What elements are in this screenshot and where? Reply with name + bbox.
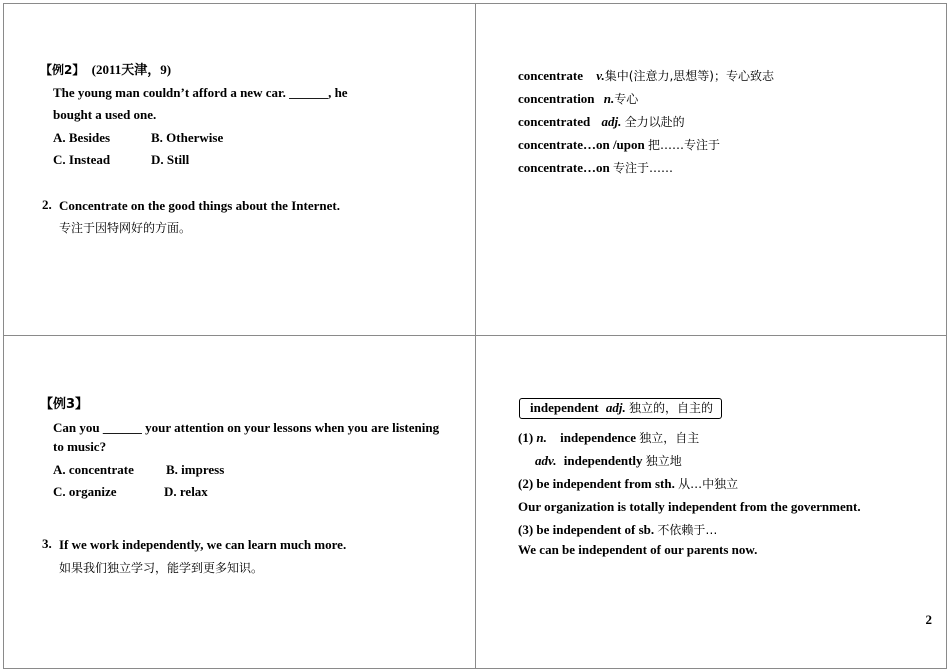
vocab-concentrate <box>518 68 774 84</box>
example3-question-line2: to music? <box>53 439 107 454</box>
independent-header-box <box>519 398 722 419</box>
item3-meaning: 不依赖于… <box>657 523 718 537</box>
item1-meaning: 独立，自主 <box>639 431 700 445</box>
vocab-meaning: 全力以赴的 <box>624 115 685 129</box>
example3-option-a: A. concentrate <box>53 462 134 477</box>
independent-item3 <box>518 522 717 538</box>
vocab-meaning: 把……专注于 <box>648 138 721 152</box>
vocab-meaning: 集中(注意力,思想等)；专心致志 <box>604 69 774 83</box>
sentence3-text: If we work independently, we can learn much more. <box>59 537 347 552</box>
example2-question-line1: The young man couldn’t afford a new car. ______, he <box>53 85 348 100</box>
sentence2-text: Concentrate on the good things about the Internet. <box>59 198 340 213</box>
vocab-word: concentration <box>518 91 595 106</box>
vocab-word: concentrate…on <box>518 160 610 175</box>
independent-item2 <box>518 476 738 492</box>
vocab-pos: n. <box>603 91 615 106</box>
item1b-pos: adv. <box>535 453 557 468</box>
vocab-meaning: 专心 <box>614 92 639 106</box>
slide-top-left <box>3 3 476 336</box>
independent-pos: adj. <box>605 400 626 415</box>
item1-pos: n. <box>536 430 547 445</box>
example3-option-d: D. relax <box>164 484 208 499</box>
example2-option-a: A. Besides <box>53 130 111 145</box>
vocab-pos: v. <box>596 68 605 83</box>
example3-option-b: B. impress <box>166 462 225 477</box>
vocab-pos: adj. <box>601 114 622 129</box>
example3-tag: 【例3】 <box>40 397 89 412</box>
example2-question-line2: bought a used one. <box>53 107 157 122</box>
vocab-concentrate-on <box>518 160 673 176</box>
independent-item3-example: We can be independent of our parents now. <box>518 542 758 557</box>
sentence3-translation: 如果我们独立学习，能学到更多知识。 <box>59 561 264 575</box>
vocab-concentrate-on-upon <box>518 137 720 153</box>
vocab-concentrated <box>518 114 685 130</box>
example2-source: (2011天津，9) <box>91 62 172 77</box>
vocab-word: concentrate <box>518 68 583 83</box>
example2-tag: 【例2】 <box>40 63 85 77</box>
sentence3-number: 3. <box>42 536 52 551</box>
example3-question-line1: Can you ______ your attention on your lessons when you are listening <box>53 420 440 435</box>
example2-header <box>40 62 171 78</box>
example2-option-c: C. Instead <box>53 152 111 167</box>
example2-option-b: B. Otherwise <box>151 130 224 145</box>
independent-word: independent <box>530 400 599 415</box>
vocab-meaning: 专注于…… <box>612 161 673 175</box>
item1b-meaning: 独立地 <box>645 454 682 468</box>
page-number: 2 <box>925 612 932 627</box>
sentence2-translation: 专注于因特网好的方面。 <box>59 221 192 235</box>
example3-option-c: C. organize <box>53 484 117 499</box>
independent-item2-example: Our organization is totally independent from the government. <box>518 499 861 514</box>
item1-word: independence <box>560 430 636 445</box>
item2-phrase: (2) be independent from sth. <box>518 476 675 491</box>
sentence2-number: 2. <box>42 197 52 212</box>
item2-meaning: 从…中独立 <box>678 477 739 491</box>
vocab-word: concentrate…on /upon <box>518 137 645 152</box>
example2-option-d: D. Still <box>151 152 190 167</box>
independent-item1b <box>535 453 682 469</box>
independent-meaning: 独立的，自主的 <box>629 401 714 415</box>
slide-bottom-left <box>3 335 476 669</box>
item1-label: (1) <box>518 430 534 445</box>
vocab-word: concentrated <box>518 114 591 129</box>
independent-item1 <box>518 430 699 446</box>
item1b-word: independently <box>563 453 643 468</box>
item3-phrase: (3) be independent of sb. <box>518 522 655 537</box>
vocab-concentration <box>518 91 638 107</box>
